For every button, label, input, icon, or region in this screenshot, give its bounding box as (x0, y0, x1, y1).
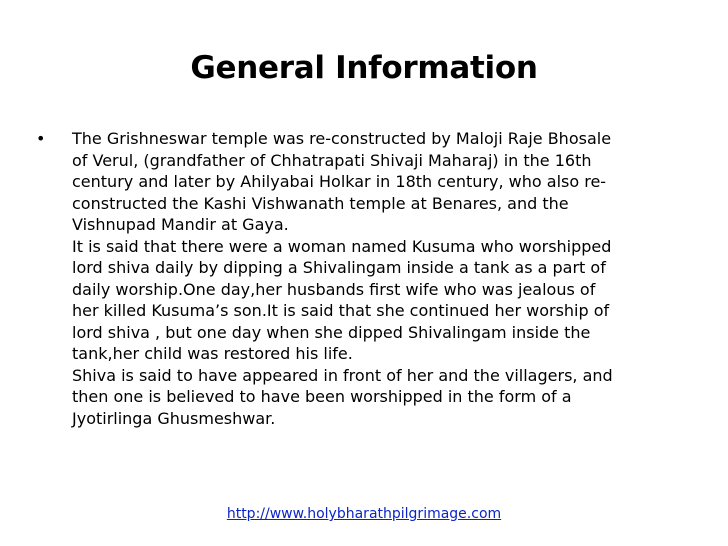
footer (0, 505, 728, 523)
text-line: The Grishneswar temple was re-constructed by Maloji Raje Bhosale (72, 129, 612, 148)
paragraph-legend (72, 236, 714, 365)
text-line: lord shiva , but one day when she dipped Shivalingam inside the (72, 322, 591, 342)
text-line: of Verul, (grandfather of Chhatrapati Shivaji Maharaj) in the 16th (72, 150, 592, 170)
website-link[interactable]: http://www.holybharathpilgrimage.com (226, 506, 502, 522)
bullet-item (34, 128, 714, 429)
text-line: her killed Kusuma’s son.It is said that she continued her worship of (72, 301, 610, 320)
bullet-icon: • (36, 129, 46, 148)
text-line: daily worship.One day,her husbands first wife who was jealous of (72, 279, 596, 299)
paragraph-history (72, 128, 714, 236)
slide-title: General Information (190, 50, 538, 86)
slide-body (34, 128, 714, 429)
text-line: Vishnupad Mandir at Gaya. (72, 215, 289, 234)
text-line: constructed the Kashi Vishwanath temple at Benares, and the (72, 193, 569, 213)
text-line: lord shiva daily by dipping a Shivalingam inside a tank as a part of (72, 258, 606, 277)
paragraph-jyotirlinga (72, 365, 714, 430)
text-line: tank,her child was restored his life. (72, 344, 353, 363)
text-line: then one is believed to have been worshipped in the form of a (72, 387, 572, 406)
text-line: It is said that there were a woman named Kusuma who worshipped (72, 236, 612, 256)
text-line: century and later by Ahilyabai Holkar in 18th century, who also re- (72, 172, 607, 191)
text-line: Shiva is said to have appeared in front of her and the villagers, and (72, 365, 613, 385)
text-line: Jyotirlinga Ghusmeshwar. (72, 408, 276, 428)
